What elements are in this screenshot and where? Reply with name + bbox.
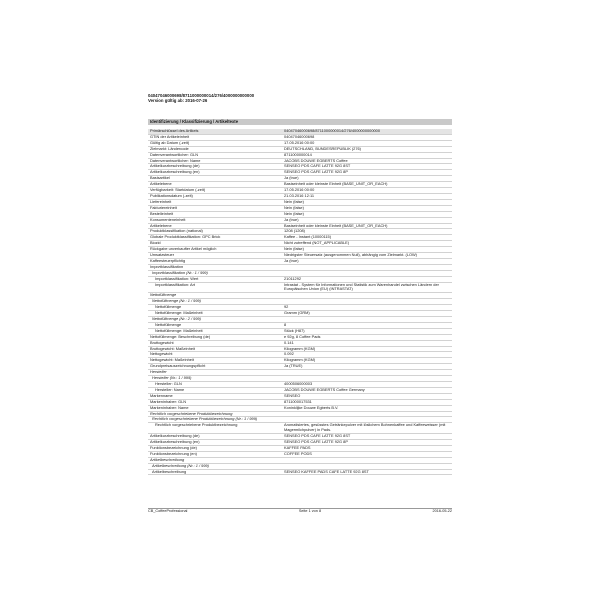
row-label: Importklassifikation: Art — [155, 282, 196, 287]
row-value: DEUTSCHLAND, BUNDESREPUBLIK (276) — [284, 146, 361, 151]
row-value: Kilogramm (KGM) — [284, 346, 316, 351]
row-label: Nettogewicht — [150, 352, 173, 357]
row-label: Nettogewicht: Maßeinheit — [150, 358, 194, 363]
row-label: Nettofüllmenge: Beschreibung (de) — [150, 334, 211, 339]
row-value: 04047046000698 — [284, 134, 315, 139]
row-value — [284, 317, 452, 322]
row-label: Kaffeesteuerpflichtig — [150, 258, 186, 263]
row-label: Gültig ab Datum (-zeit) — [150, 140, 190, 145]
row-label: Markeninhaber: GLN — [150, 399, 187, 404]
row-value: Basiseinheit oder kleinste Einheit (BASE_UNIT_OR_EACH) — [284, 182, 388, 187]
row-label: Artikelebene — [150, 223, 172, 228]
row-value: Nein (false) — [284, 247, 304, 252]
row-label: Nettofüllmenge: Maßeinheit — [155, 311, 203, 316]
row-value: COFFEE PODS — [284, 451, 312, 456]
row-label: Zielmarkt: Ländercode — [150, 146, 189, 151]
row-label: Bestelleinheit — [150, 211, 174, 216]
row-label: Markeninhaber: Name — [150, 405, 189, 410]
footer-page-number: Seite 1 von 8 — [298, 509, 322, 513]
section-title: Identifizierung / Klassifizierung / Artikeltexte — [148, 119, 452, 125]
row-value: 17.05.2016 00:00 — [284, 188, 315, 193]
row-label: Publikationsdatum (-zeit) — [150, 193, 193, 198]
row-label: Nettofüllmenge — [150, 293, 177, 298]
row-label: Konsumenteneinheit — [150, 217, 186, 222]
row-label: Globale Produktklassifikation: GPC Brick — [150, 235, 221, 240]
row-value: Nein (false) — [284, 199, 304, 204]
row-value: 21.03.2016 12:11 — [284, 193, 314, 198]
row-value: Kilogramm (KGM) — [284, 358, 316, 363]
row-label: Bruttogewicht — [150, 340, 174, 345]
row-value: Koninklijke Douwe Egberts B.V. — [284, 405, 339, 410]
row-label: Artikelbeschreibung — [150, 457, 185, 462]
row-label: Markenname — [150, 393, 173, 398]
row-value — [284, 458, 452, 463]
row-value: 92 — [284, 305, 289, 310]
row-value: SENSEO PDS CAFE LATTE 92G 8P — [284, 440, 348, 445]
row-label: Importklassifikation — [150, 264, 184, 269]
row-value — [284, 299, 452, 304]
row-value: Nicht zutreffend (NOT_APPLICABLE) — [284, 241, 350, 246]
row-label: Rechtlich vorgeschriebene Produktbezeichnung (Nr.: 1 / 999) — [152, 417, 258, 422]
row-value: 8 — [284, 322, 287, 327]
row-value: JACOBS DOUWE EGBERTS Coffee — [284, 158, 348, 163]
row-label: Liefereinheit — [150, 199, 172, 204]
row-value: Ja (true) — [284, 258, 299, 263]
row-value: Kaffee - Instant (10000115) — [284, 235, 332, 240]
row-value: Intrastat - System für Informationen und Statistik zum Warenhandel zwischen Ländern der Europäischen Union (EU) (INTRASTAT) — [284, 282, 439, 292]
row-label: Nettofüllmenge — [155, 305, 182, 310]
row-value — [284, 376, 452, 381]
row-label: Hersteller — [150, 370, 167, 375]
row-value — [284, 417, 452, 422]
row-value: 8711000017531 — [284, 399, 312, 404]
row-label: Rückgabe unverkaufter Artikel möglich — [150, 247, 217, 252]
row-value: Ja (true) — [284, 217, 299, 222]
row-label: Nettofüllmenge (Nr.: 1 / 999) — [152, 299, 201, 304]
row-label: Artikelbeschreibung (Nr.: 1 / 999) — [152, 463, 209, 468]
row-value: 0.092 — [284, 352, 294, 357]
row-value: 8711000000014 — [284, 152, 312, 157]
row-value: Niedrigster Steuersatz (ausgenommen Null), abhängig vom Zielmarkt. (LOW) — [284, 253, 417, 258]
row-value: KAFFEE PADS — [284, 445, 311, 450]
row-value — [284, 370, 452, 375]
row-label: Datenverantwortlicher: Name — [150, 158, 201, 163]
row-label: Nettofüllmenge: Maßeinheit — [155, 328, 203, 333]
row-value: Stück (H87) — [284, 328, 305, 333]
row-label: Datenverantwortlicher: GLN — [150, 152, 199, 157]
row-label: Primärschlüssel des Artikels — [150, 129, 199, 133]
row-value: SENSEO PDS CAFE LATTE 92G 8ST — [284, 434, 351, 439]
row-label: Artikelebene — [150, 182, 172, 187]
row-value: SENSEO PDS CAFE LATTE 92G 8P — [284, 170, 348, 175]
table-row — [148, 423, 452, 434]
row-value — [284, 464, 452, 469]
document-header — [148, 93, 448, 104]
row-label: Funktionsbezeichnung (de) — [150, 445, 197, 450]
row-label: Hersteller: GLN — [155, 381, 182, 386]
row-value: Gramm (GRM) — [284, 311, 310, 316]
row-label: Importklassifikation (Nr.: 1 / 999) — [152, 270, 208, 275]
row-label: Nettofüllmenge (Nr.: 2 / 999) — [152, 317, 201, 321]
row-label: Grundpreisauszeichnungspflicht — [150, 364, 206, 369]
row-label: GTIN der Artikeleinheit — [150, 134, 190, 139]
row-label: Hersteller (Nr.: 1 / 999) — [152, 376, 192, 381]
footer-left: CB_CoffeeProfessional — [148, 509, 188, 513]
row-value: 04047046000698/8711000000014/276/4000000000000 — [284, 129, 380, 133]
footer-date: 2016-05-22 — [432, 509, 452, 513]
row-label: Artikelkurzbeschreibung (en) — [150, 440, 200, 445]
row-label: Biozid — [150, 241, 161, 246]
row-value: JACOBS DOUWE EGBERTS Coffee Germany — [284, 387, 365, 392]
row-value: Ja (true) — [284, 176, 299, 181]
row-value: 4000506000003 — [284, 381, 313, 386]
row-label: Umsatzsteuer — [150, 253, 174, 258]
row-label: Artikelbeschreibung — [152, 469, 187, 474]
row-label: Funktionsbezeichnung (en) — [150, 451, 197, 456]
row-value: Ja (TRUE) — [284, 364, 303, 369]
row-value: SENSEO PDS CAFE LATTE 92G 8ST — [284, 164, 351, 169]
row-label: Rechtlich vorgeschriebene Produktbezeichnung — [155, 423, 238, 428]
row-label: Produktklassifikation (national) — [150, 229, 203, 234]
row-label: Nettofüllmenge — [155, 322, 182, 327]
row-value: 21011292 — [284, 276, 302, 281]
table-row — [148, 470, 452, 476]
row-value: SENSEO — [284, 393, 301, 398]
row-label: Rechtlich vorgeschriebene Produktbezeichnung — [150, 411, 233, 416]
row-value: Nein (false) — [284, 211, 304, 216]
row-value: Aromatisiertes, gesüsstes Getränkepulver mit löslichem Bohnenkaffee und Kaffeeweisser (mit Magermilchpulver) in Pads. — [284, 423, 446, 433]
row-value: SENSEO KAFFEE PADS CAFE LATTE 92G 8ST — [284, 469, 369, 474]
row-label: Artikelkurzbeschreibung (de) — [150, 434, 200, 439]
row-value — [284, 271, 452, 276]
row-value: Nein (false) — [284, 205, 304, 210]
primary-key-line: 04047046000698/8711000000014/276/4000000000000 — [148, 93, 255, 98]
row-label: Artikelkurzbeschreibung (en) — [150, 170, 200, 175]
row-value: Basiseinheit oder kleinste Einheit (BASE_UNIT_OR_EACH) — [284, 223, 388, 228]
row-value — [284, 412, 452, 417]
table-row — [148, 283, 452, 294]
row-value: e 92g, 8 Coffee Pads — [284, 334, 321, 339]
row-value — [284, 265, 452, 270]
row-label: Verfügbarkeit: Startdatum (-zeit) — [150, 188, 206, 193]
row-value: 17.05.2016 00:00 — [284, 140, 315, 145]
row-label: Hersteller: Name — [155, 387, 185, 392]
row-value: 1208 (1208) — [284, 229, 305, 234]
row-value: 0.141 — [284, 340, 294, 345]
row-label: Importklassifikation: Wert — [155, 276, 199, 281]
version-line: Version gültig ab: 2016-07-26 — [148, 98, 208, 104]
row-label: Fakturiereinheit — [150, 205, 177, 210]
document-footer — [148, 508, 452, 514]
row-label: Basisartikel — [150, 176, 170, 181]
row-value — [284, 293, 452, 298]
row-label: Artikelkurzbeschreibung (de) — [150, 164, 200, 169]
attribute-table — [148, 129, 452, 475]
row-label: Bruttogewicht: Maßeinheit — [150, 346, 195, 351]
